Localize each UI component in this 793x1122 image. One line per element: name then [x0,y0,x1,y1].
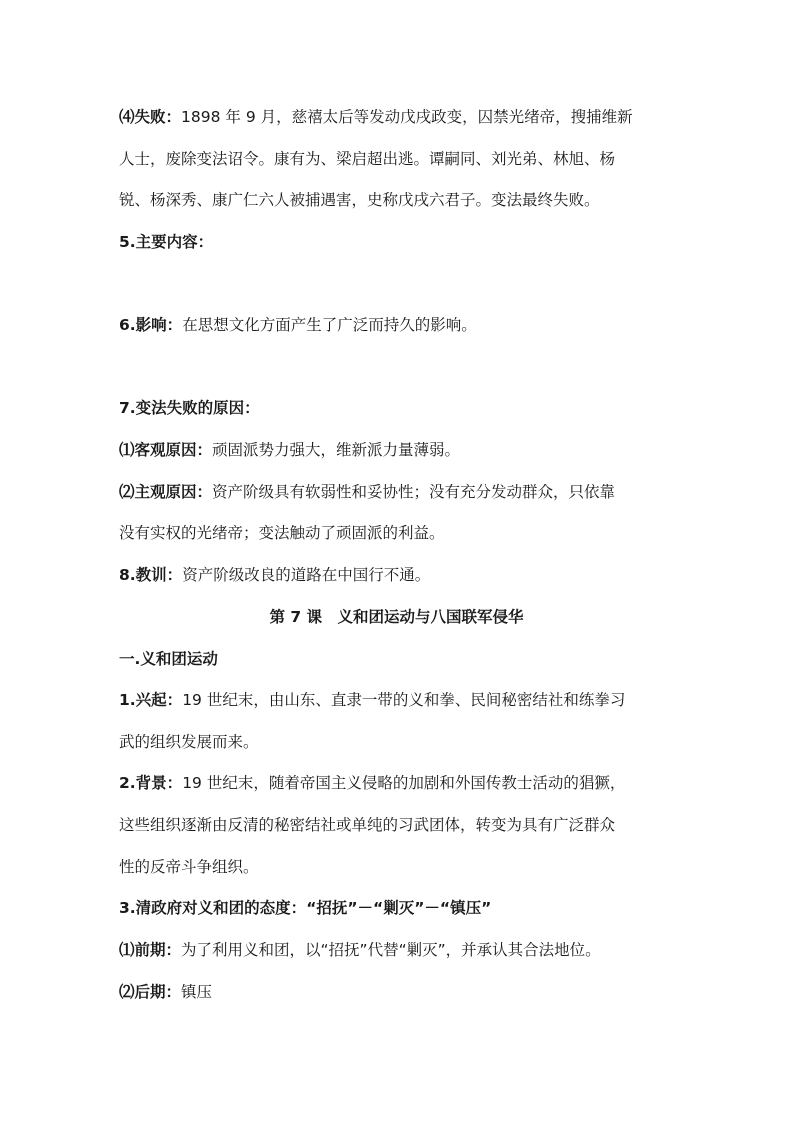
late-stage-text: 镇压 [181,983,213,1001]
background-line-3: 性的反帝斗争组织。 [119,858,259,876]
objective-cause-line [119,439,675,461]
failure-line-3: 锐、杨深秀、康广仁六人被捕遇害，史称戊戌六君子。变法最终失败。 [119,191,600,209]
part-1-heading: 一.义和团运动 [119,650,218,668]
background-line-2: 这些组织逐渐由反清的秘密结社或单纯的习武团体，转变为具有广泛群众 [119,816,616,834]
early-stage-text: 为了利用义和团，以“招抚”代替“剿灭”，并承认其合法地位。 [181,941,601,959]
late-stage-label: ⑵后期： [119,983,182,1001]
section-8-line [119,564,675,586]
attitude-text: “招抚”－“剿灭”－“镇压” [306,899,492,917]
section-6-text: 在思想文化方面产生了广泛而持久的影响。 [182,316,477,334]
section-7-heading: 7.变法失败的原因： [119,399,260,417]
section-5-heading: 5.主要内容： [119,233,214,251]
section-6-label: 6.影响： [119,316,183,334]
subjective-cause-line-1 [119,481,675,503]
section-8-text: 资产阶级改良的道路在中国行不通。 [182,566,431,584]
subjective-cause-line-2: 没有实权的光绪帝；变法触动了顽固派的利益。 [119,524,445,542]
objective-cause-text: 顽固派势力强大，维新派力量薄弱。 [212,441,461,459]
background-line-1 [119,772,675,794]
early-stage-label: ⑴前期： [119,941,182,959]
failure-text-1: 1898 年 9 月，慈禧太后等发动戊戌政变，囚禁光绪帝，搜捕维新 [181,108,633,126]
rise-label: 1.兴起： [119,691,183,709]
section-6-line [119,314,675,336]
rise-line-1 [119,689,675,711]
attitude-label: 3.清政府对义和团的态度： [119,899,307,917]
section-8-label: 8.教训： [119,566,183,584]
early-stage-line [119,939,675,961]
subjective-cause-text-1: 资产阶级具有软弱性和妥协性；没有充分发动群众，只依靠 [212,483,616,501]
lesson-title: 第 7 课 义和团运动与八国联军侵华 [269,608,524,626]
subjective-cause-label: ⑵主观原因： [119,483,213,501]
rise-text-1: 19 世纪末，由山东、直隶一带的义和拳、民间秘密结社和练拳习 [182,691,626,709]
failure-line-1 [119,106,675,128]
failure-line-2: 人士，废除变法诏令。康有为、梁启超出逃。谭嗣同、刘光弟、林旭、杨 [119,150,616,168]
background-label: 2.背景： [119,774,183,792]
background-text-1: 19 世纪末，随着帝国主义侵略的加剧和外国传教士活动的猖獗， [182,774,626,792]
late-stage-line [119,981,675,1003]
failure-label: ⑷失败： [119,108,182,126]
objective-cause-label: ⑴客观原因： [119,441,213,459]
rise-line-2: 武的组织发展而来。 [119,733,259,751]
attitude-line [119,897,675,919]
